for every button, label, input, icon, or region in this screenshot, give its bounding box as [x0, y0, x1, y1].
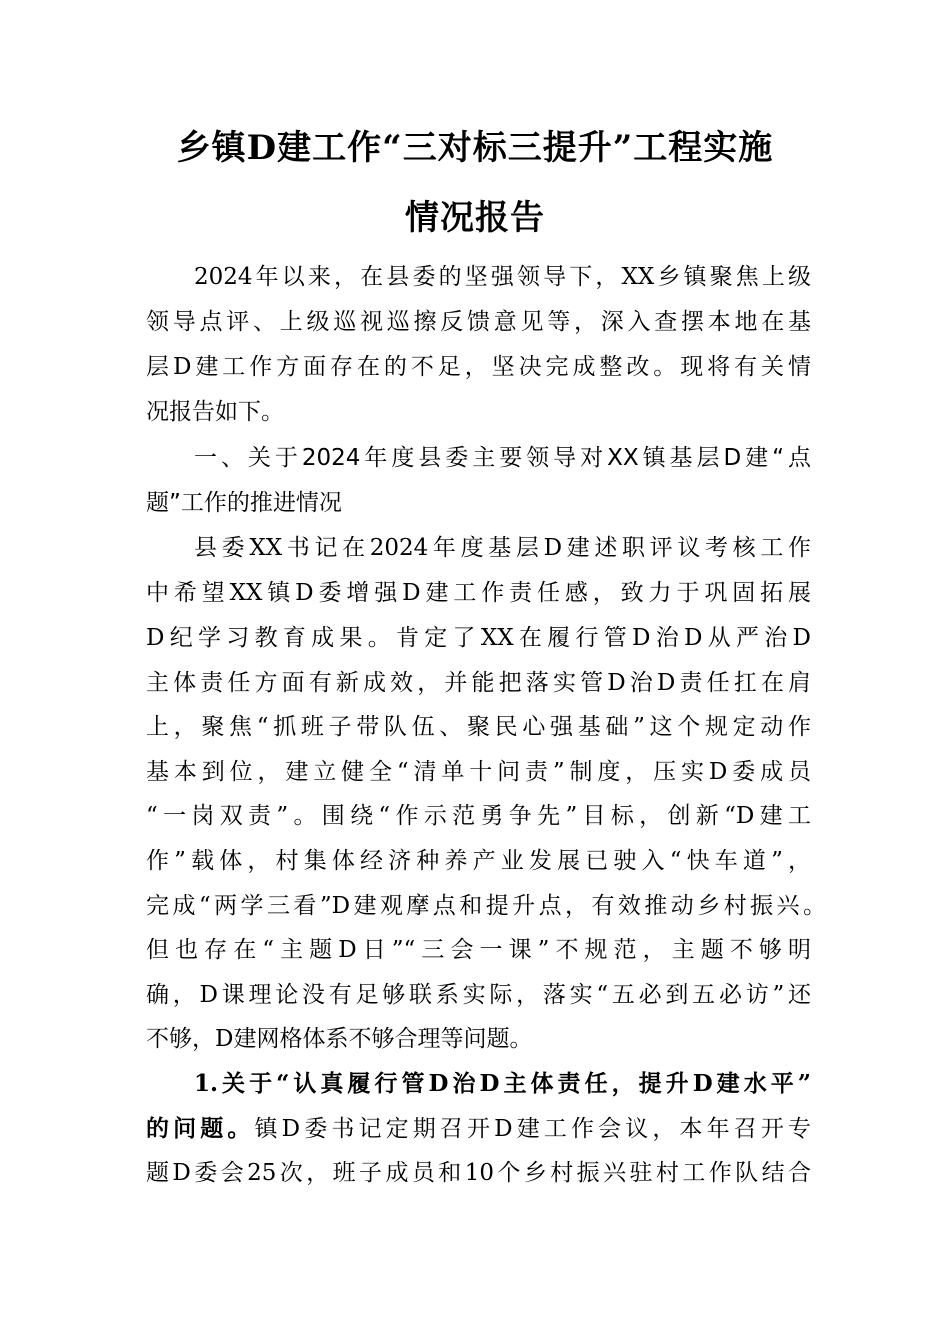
- section-1-line-8: 作”载体，村集体经济种养产业发展已驶入“快车道”，: [146, 848, 811, 874]
- intro-line-4: 况报告如下。: [146, 399, 284, 425]
- section-1-line-11: 确，D课理论没有足够联系实际，落实“五必到五必访”还: [146, 982, 811, 1008]
- item-1-heading-tail: 的问题。: [146, 1115, 255, 1142]
- section-1-line-7: “一岗双责”。围绕“作示范勇争先”目标，创新“D建工: [146, 803, 811, 829]
- section-1-line-12: 不够，D建网格体系不够合理等问题。: [146, 1026, 533, 1052]
- document-title-line-1: 乡镇D建工作“三对标三提升”工程实施: [176, 128, 774, 168]
- section-1-line-9: 完成“两学三看”D建观摩点和提升点，有效推动乡村振兴。: [146, 893, 826, 919]
- section-1-line-4: 主体责任方面有新成效，并能把落实管D治D责任扛在肩: [146, 670, 811, 696]
- intro-line-1: 2024年以来，在县委的坚强领导下，XX乡镇聚焦上级: [194, 264, 811, 290]
- section-1-heading-line-2: 题”工作的推进情况: [146, 490, 342, 516]
- section-1-line-3: D纪学习教育成果。肯定了XX在履行管D治D从严治D: [146, 625, 811, 651]
- section-1-line-2: 中希望XX镇D委增强D建工作责任感，致力于巩固拓展: [146, 580, 811, 606]
- section-1-line-1: 县委XX书记在2024年度基层D建述职评议考核工作: [194, 535, 811, 561]
- section-1-heading-line-1: 一、关于2024年度县委主要领导对XX镇基层D建“点: [194, 445, 812, 471]
- section-1-line-5: 上，聚焦“抓班子带队伍、聚民心强基础”这个规定动作: [146, 714, 811, 740]
- item-1-line-3: 题D委会25次，班子成员和10个乡村振兴驻村工作队结合: [146, 1160, 811, 1186]
- intro-line-2: 领导点评、上级巡视巡擦反馈意见等，深入查摆本地在基: [146, 309, 811, 335]
- item-1-line-2: [146, 1114, 811, 1144]
- intro-line-3: 层D建工作方面存在的不足，坚决完成整改。现将有关情: [146, 354, 811, 380]
- item-1-heading-line-1: 1.关于“认真履行管D治D主体责任，提升D建水平”: [194, 1070, 811, 1097]
- section-1-line-10: 但也存在“主题D日”“三会一课”不规范，主题不够明: [146, 937, 811, 963]
- item-1-line-2-text: 镇D委书记定期召开D建工作会议，本年召开专: [254, 1116, 812, 1142]
- section-1-line-6: 基本到位，建立健全“清单十问责”制度，压实D委成员: [146, 759, 811, 785]
- document-title-line-2: 情况报告: [405, 198, 545, 238]
